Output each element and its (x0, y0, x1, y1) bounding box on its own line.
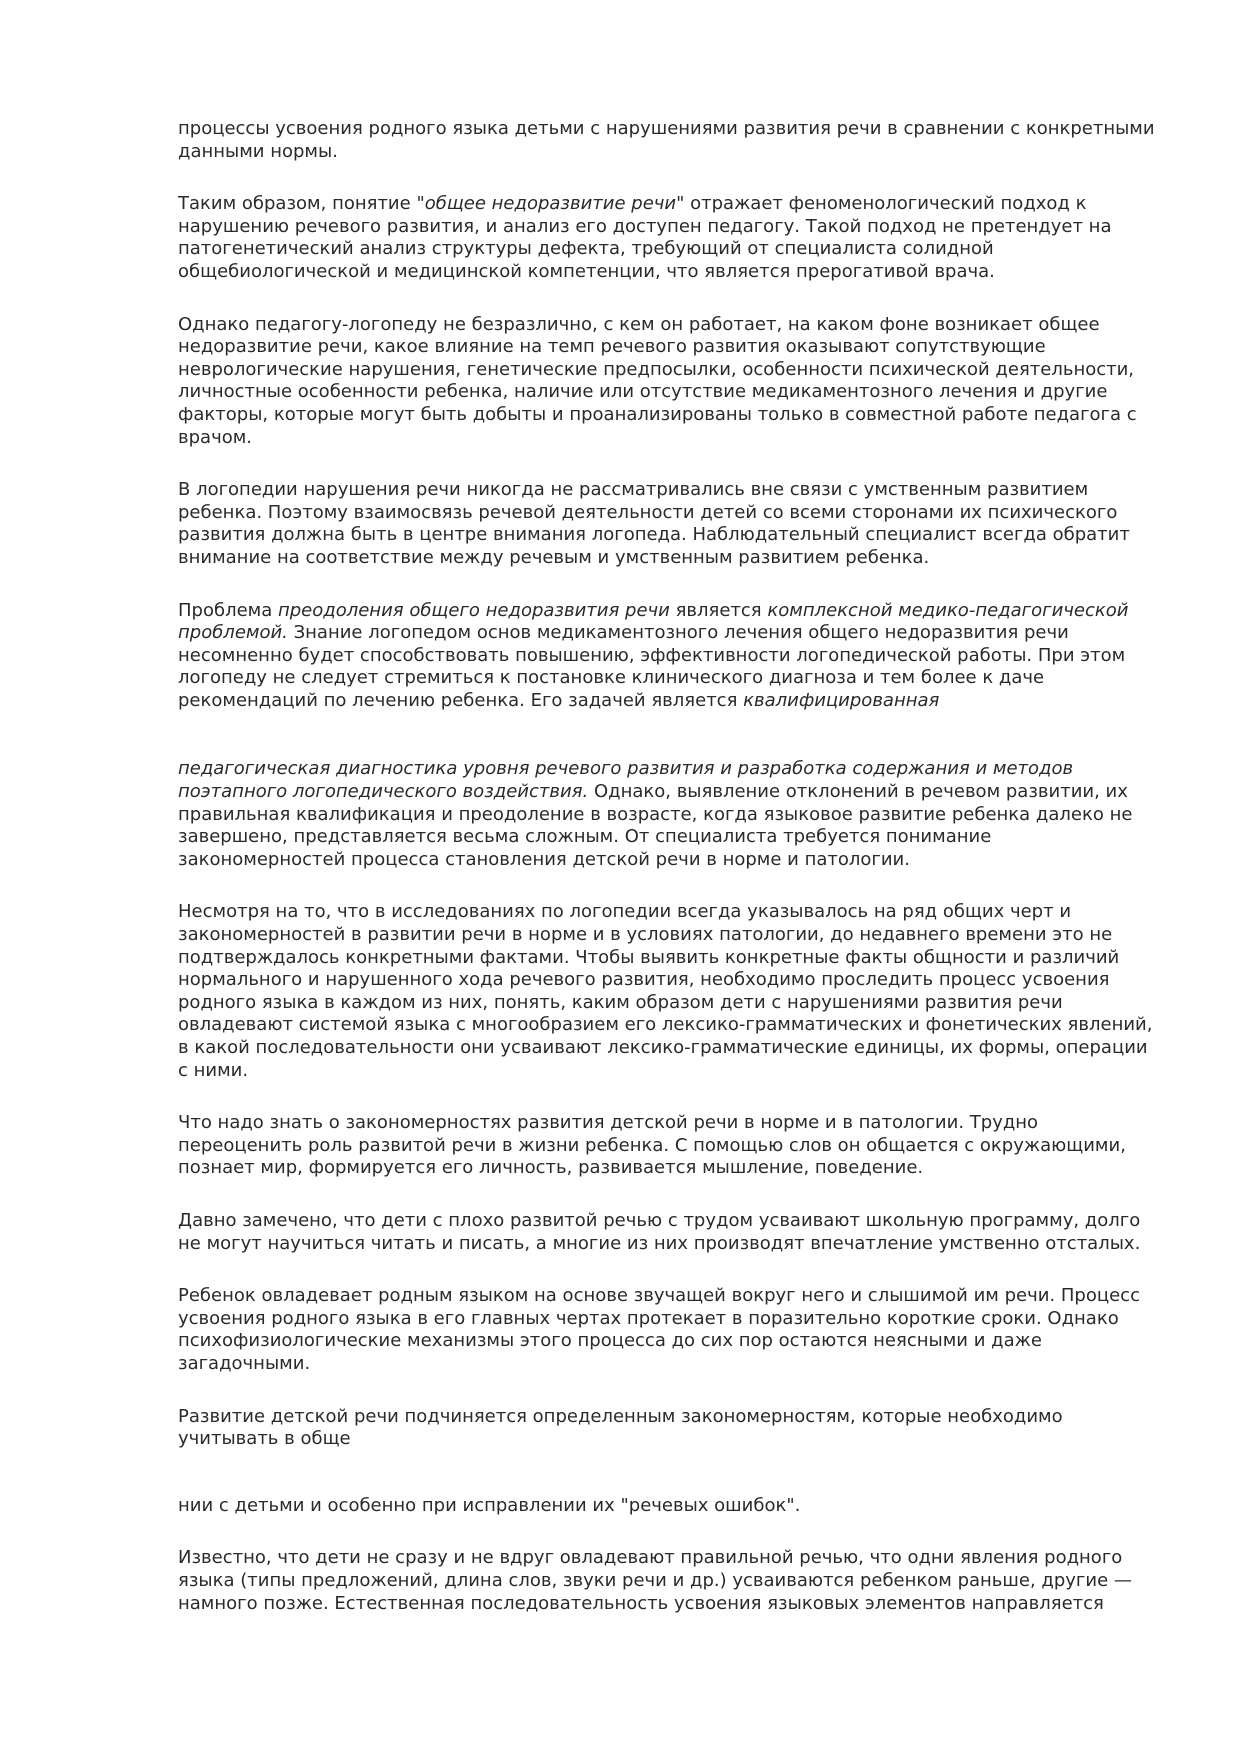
italic-run: комплексной медико-педагогической проблемой. (178, 599, 1129, 644)
text-run: Знание логопедом основ медикаментозного лечения общего недоразвития речи несомненно будет способствовать повышению, эффективности логопедической работы. При этом логопеду не следует стремиться к постановке клинического диагноза и тем более к даче рекомендаций по лечению ребенка. Его задачей является (178, 622, 1126, 711)
italic-run: преодоления общего недоразвития речи (277, 599, 670, 621)
text-run: Давно замечено, что дети с плохо развитой речью с трудом усваивают школьную программу, долго не могут научиться читать и писать, а многие из них производят впечатление умственно отсталых. (178, 1209, 1141, 1254)
text-run: Что надо знать о закономерностях развития детской речи в норме и в патологии. Трудно переоценить роль развитой речи в жизни ребенка. С помощью слов он общается с окружающими, познает мир, формируется его личность, развивается мышление, поведение. (178, 1112, 1126, 1179)
text-run: Однако, выявление отклонений в речевом развитии, их правильная квалификация и преодоление в возрасте, когда языковое развитие ребенка далеко не завершено, представляется весьма сложным. От специалиста требуется понимание закономерностей процесса становления детской речи в норме и патологии. (178, 781, 1133, 870)
document-page (178, 118, 1158, 1645)
text-run: Однако педагогу-логопеду не безразлично, с кем он работает, на каком фоне возникает общее недоразвитие речи, какое влияние на темп речевого развития оказывают сопутствующие неврологические нарушения, генетические предпосылки, особенности психической деятельности, личностные особенности ребенка, наличие или отсутствие медикаментозного лечения и другие факторы, которые могут быть добыты и проанализированы только в совместной работе педагога с врачом. (178, 313, 1137, 448)
paragraph (178, 600, 1158, 713)
paragraph (178, 1210, 1158, 1255)
paragraph (178, 118, 1158, 163)
paragraph (178, 758, 1158, 871)
paragraph (178, 1112, 1158, 1180)
text-run: Развитие детской речи подчиняется определенным закономерностям, которые необходимо учитывать в обще (178, 1405, 1063, 1450)
text-run: нии с детьми и особенно при исправлении их "речевых ошибок". (178, 1494, 801, 1516)
text-run: Несмотря на то, что в исследованиях по логопедии всегда указывалось на ряд общих черт и закономерностей в развитии речи в норме и в условиях патологии, до недавнего времени это не подтверждалось конкретными фактами. Чтобы выявить конкретные факты общности и различий нормального и нарушенного хода речевого развития, необходимо проследить процесс усвоения родного языка в каждом из них, понять, каким образом дети с нарушениями развития речи овладевают системой языка с многообразием его лексико-грамматических и фонетических явлений, в какой последовательности они усваивают лексико-грамматические единицы, их формы, операции с ними. (178, 901, 1153, 1081)
italic-run: педагогическая диагностика уровня речевого развития и разработка содержания и методов поэтапного логопедического воздействия. (178, 758, 1074, 803)
paragraph (178, 479, 1158, 569)
text-run: Таким образом, понятие (178, 193, 417, 215)
paragraph (178, 1406, 1158, 1451)
paragraph (178, 1285, 1158, 1375)
paragraph (178, 314, 1158, 450)
italic-run: квалифицированная (743, 689, 940, 711)
text-run: Ребенок овладевает родным языком на основе звучащей вокруг него и слышимой им речи. Процесс усвоения родного языка в его главных чертах протекает в поразительно короткие сроки. Однако психофизиологические механизмы этого процесса до сих пор остаются неясными и даже загадочными. (178, 1285, 1140, 1374)
text-run: процессы усвоения родного языка детьми с нарушениями развития речи в сравнении с конкретными данными нормы. (178, 118, 1155, 162)
italic-run: "общее недоразвитие речи" (416, 193, 685, 215)
text-run: Проблема (178, 599, 278, 621)
text-run: В логопедии нарушения речи никогда не рассматривались вне связи с умственным развитием ребенка. Поэтому взаимосвязь речевой деятельности детей со всеми сторонами их психического развития должна быть в центре внимания логопеда. Наблюдательный специалист всегда обратит внимание на соответствие между речевым и умственным развитием ребенка. (178, 479, 1130, 568)
paragraph (178, 1495, 1158, 1518)
text-run: Известно, что дети не сразу и не вдруг овладевают правильной речью, что одни явления родного языка (типы предложений, длина слов, звуки речи и др.) усваиваются ребенком раньше, другие — намного позже. Естественная последовательность усвоения языковых элементов направляется (178, 1547, 1132, 1614)
paragraph (178, 901, 1158, 1082)
paragraph (178, 193, 1158, 283)
text-run: отражает феноменологический подход к нарушению речевого развития, и анализ его доступен педагогу. Такой подход не претендует на патогенетический анализ структуры дефекта, требующий от специалиста солидной общебиологической и медицинской компетенции, что является прерогативой врача. (178, 193, 1112, 282)
paragraph (178, 1547, 1158, 1615)
text-run: является (669, 599, 768, 621)
